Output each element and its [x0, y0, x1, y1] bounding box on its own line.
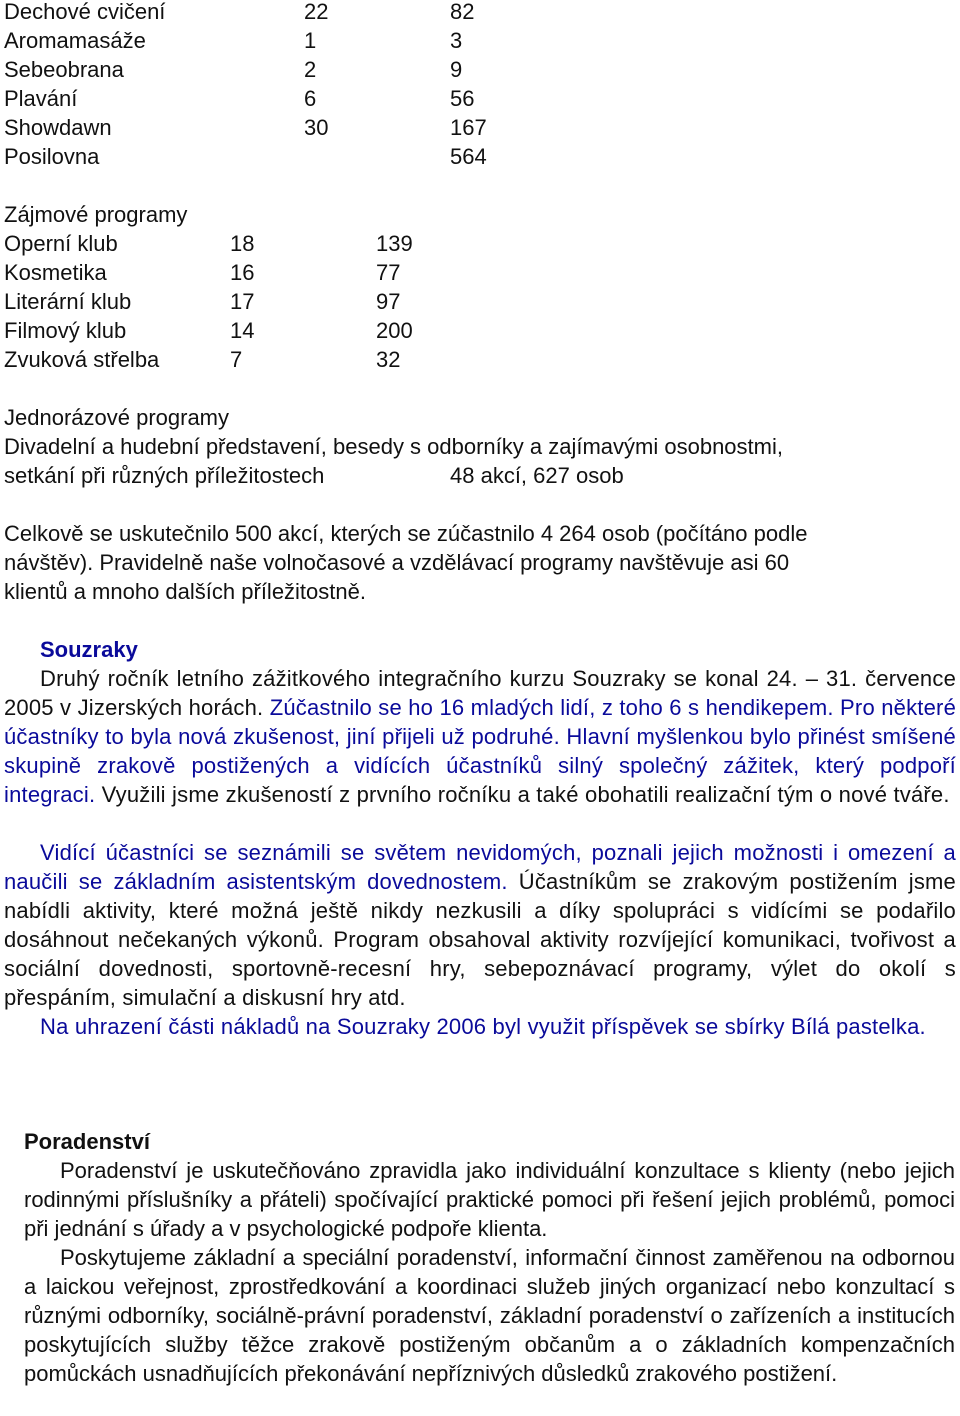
souzraky-text-highlight: Zúčastnilo se ho 16 mladých lidí, z toho 6 s hendikepem. Pro některé účastníky to byla nová zkušenost, jiní přijeli už podruhé. Hlavní myšlenkou bylo přinést smíšené skupině zrakově postižených a vidících účastníků silný společný zážitek, který podpoří integraci. — [4, 695, 956, 807]
activity-name: Literární klub — [4, 289, 132, 314]
summary-text: Celkově se uskutečnilo 500 akcí, kterých se zúčastnilo 4 264 osob (počítáno podle — [4, 521, 808, 546]
activity-count: 22 — [304, 0, 329, 24]
souzraky-text: Využili jsme zkušeností z prvního ročníku a také obohatili realizační tým o nové tváře. — [101, 782, 950, 807]
activity-count: 7 — [230, 347, 243, 372]
activity-participants: 82 — [450, 0, 475, 24]
activity-participants: 56 — [450, 86, 475, 111]
poradenstvi-paragraph-2 — [24, 1243, 955, 1388]
activity-count: 1 — [304, 28, 317, 53]
activity-count: 14 — [230, 318, 255, 343]
activity-participants: 3 — [450, 28, 463, 53]
souzraky-text-highlight: Vidící účastníci se seznámili se světem nevidomých, poznali jejich možnosti i omezení a naučili se základním asistentským dovednostem. — [4, 840, 956, 894]
activity-name: Showdawn — [4, 115, 112, 140]
activity-name: Operní klub — [4, 231, 118, 256]
souzraky-text-highlight: Na uhrazení části nákladů na Souzraky 2006 byl využit příspěvek se sbírky Bílá pastelka. — [40, 1014, 926, 1039]
activity-count: 2 — [304, 57, 317, 82]
souzraky-paragraph-3 — [4, 1012, 956, 1041]
activity-participants: 167 — [450, 115, 487, 140]
summary-text: návštěv). Pravidelně naše volnočasové a vzdělávací programy navštěvuje asi 60 — [4, 550, 790, 575]
activity-participants: 564 — [450, 144, 487, 169]
activity-name: Filmový klub — [4, 318, 127, 343]
activity-participants: 97 — [376, 289, 401, 314]
activity-participants: 139 — [376, 231, 413, 256]
activity-name: Posilovna — [4, 144, 100, 169]
activity-name: Plavání — [4, 86, 78, 111]
poradenstvi-paragraph-1 — [24, 1156, 955, 1243]
activity-count: 16 — [230, 260, 255, 285]
souzraky-text: Druhý ročník letního zážitkového integračního kurzu Souzraky se konal 24. – 31. července 2005 v Jizerských horách. — [4, 666, 956, 720]
activity-name: Sebeobrana — [4, 57, 124, 82]
souzraky-text: Účastníkům se zrakovým postižením jsme nabídli aktivity, které možná ještě nikdy nezkusili a díky spolupráci s vidícími se podařilo dosáhnout nečekaných výkonů. Program obsahoval aktivity rozvíjející komunikaci, tvořivost a sociální dovednosti, sportovně-recesní hry, sebepoznávací programy, výlet do okolí s přespáním, simulační a diskusní hry atd. — [4, 869, 956, 1010]
activity-name: Kosmetika — [4, 260, 107, 285]
jednorazove-description: Divadelní a hudební představení, besedy s odborníky a zajímavými osobnostmi, — [4, 434, 783, 459]
activity-count: 18 — [230, 231, 255, 256]
activity-participants: 200 — [376, 318, 413, 343]
activity-name: Aromamasáže — [4, 28, 146, 53]
poradenstvi-heading — [24, 1127, 955, 1156]
section-heading-text: Jednorázové programy — [4, 405, 230, 430]
activity-participants: 9 — [450, 57, 463, 82]
section-heading-text: Zájmové programy — [4, 202, 188, 227]
activity-count: 17 — [230, 289, 255, 314]
jednorazove-description: setkání při různých příležitostech — [4, 463, 325, 488]
poradenstvi-heading-text: Poradenství — [24, 1129, 150, 1154]
souzraky-paragraph-1 — [4, 664, 956, 809]
activity-participants: 77 — [376, 260, 401, 285]
activity-participants: 32 — [376, 347, 401, 372]
souzraky-heading-text: Souzraky — [40, 637, 138, 662]
poradenstvi-text: Poskytujeme základní a speciální poradenství, informační činnost zaměřenou na odbornou a laickou veřejnost, zprostředkování a koordinaci služeb jiných organizací nebo konzultací s různými odborníky, sociálně-právní poradenství, základní poradenství o zařízeních a institucích poskytujících služby těžce zrakově postiženým občanům a o základních kompenzačních pomůckách usnadňujících překonávání nepříznivých důsledků zrakového postižení. — [24, 1245, 955, 1386]
activity-name: Zvuková střelba — [4, 347, 160, 372]
souzraky-paragraph-2 — [4, 838, 956, 1012]
activity-count: 6 — [304, 86, 317, 111]
jednorazove-total: 48 akcí, 627 osob — [450, 463, 624, 488]
activity-count: 30 — [304, 115, 329, 140]
poradenstvi-text: Poradenství je uskutečňováno zpravidla jako individuální konzultace s klienty (nebo jejich rodinnými příslušníky a přáteli) spočívající praktické pomoci při řešení jejich problémů, pomoci při jednání s úřady a v psychologické podpoře klienta. — [24, 1158, 955, 1241]
summary-text: klientů a mnoho dalších příležitostně. — [4, 579, 366, 604]
activity-name: Dechové cvičení — [4, 0, 166, 24]
